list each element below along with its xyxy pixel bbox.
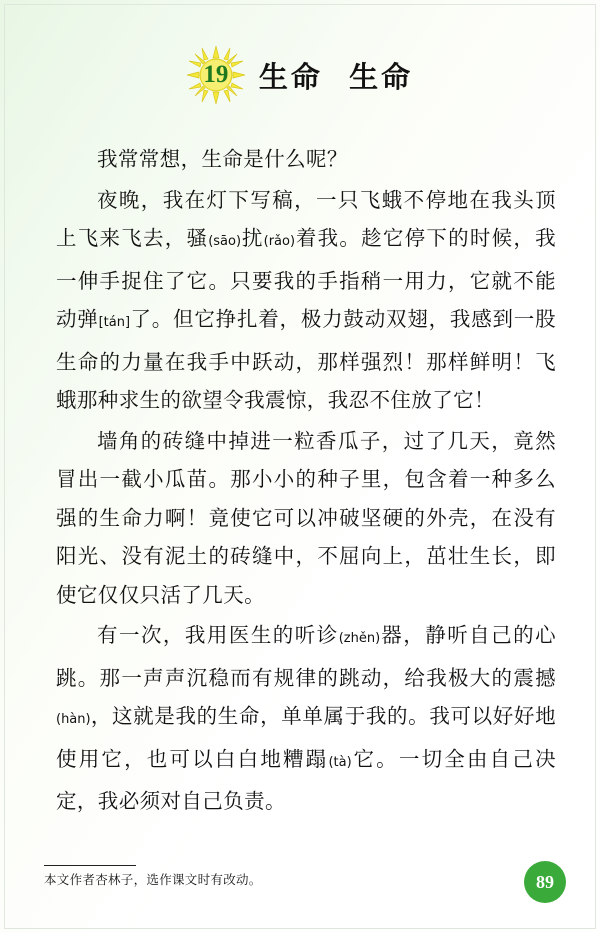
footnote-divider (44, 865, 136, 866)
paragraph: 夜晚，我在灯下写稿，一只飞蛾不停地在我头顶上飞来飞去，骚(sāo)扰(rǎo)着我。趁它停下的时候，我一伸手捉住了它。只要我的手指稍一用力，它就不能动弹[tán]了。但它挣扎着，极力鼓动双翅，我感到一股生命的力量在我手中跃动，那样强烈！那样鲜明！飞蛾那种求生的欲望令我震惊，我忍不住放了它！ (56, 187, 557, 412)
pinyin-annotation: (zhěn) (338, 631, 381, 646)
pinyin-annotation: (tà) (328, 754, 352, 770)
pinyin-annotation: (sāo) (208, 234, 242, 249)
paragraph: 有一次，我用医生的听诊(zhěn)器，静听自己的心跳。那一声声沉稳而有规律的跳动，给我极大的震撼(hàn)，这就是我的生命，单单属于我的。我可以好好地使用它，也可以白白地糟蹋(tà)它。一切全由自己决定，我必须对自己负责。 (56, 623, 556, 813)
lesson-number-badge (187, 46, 245, 104)
lesson-number: 19 (203, 61, 229, 88)
page-number: 89 (524, 861, 566, 903)
pinyin-annotation: (hàn) (56, 712, 91, 727)
page-title: 生命 生命 (258, 59, 414, 94)
paragraph: 墙角的砖缝中掉进一粒香瓜子，过了几天，竟然冒出一截小瓜苗。那小小的种子里，包含着一种多么强的生命力啊！竟使它可以冲破坚硬的外壳，在没有阳光、没有泥土的砖缝中，不屈向上，茁壮生长，即使它仅仅只活了几天。 (56, 428, 556, 607)
footnote (44, 865, 374, 889)
page-header (0, 46, 600, 104)
pinyin-annotation: (rǎo) (263, 234, 296, 249)
footnote-text: 本文作者杏林子，选作课文时有改动。 (44, 872, 262, 887)
pinyin-annotation: [tán] (98, 315, 131, 330)
paragraph: 我常常想，生命是什么呢？ (97, 147, 348, 171)
article-body (56, 140, 556, 823)
